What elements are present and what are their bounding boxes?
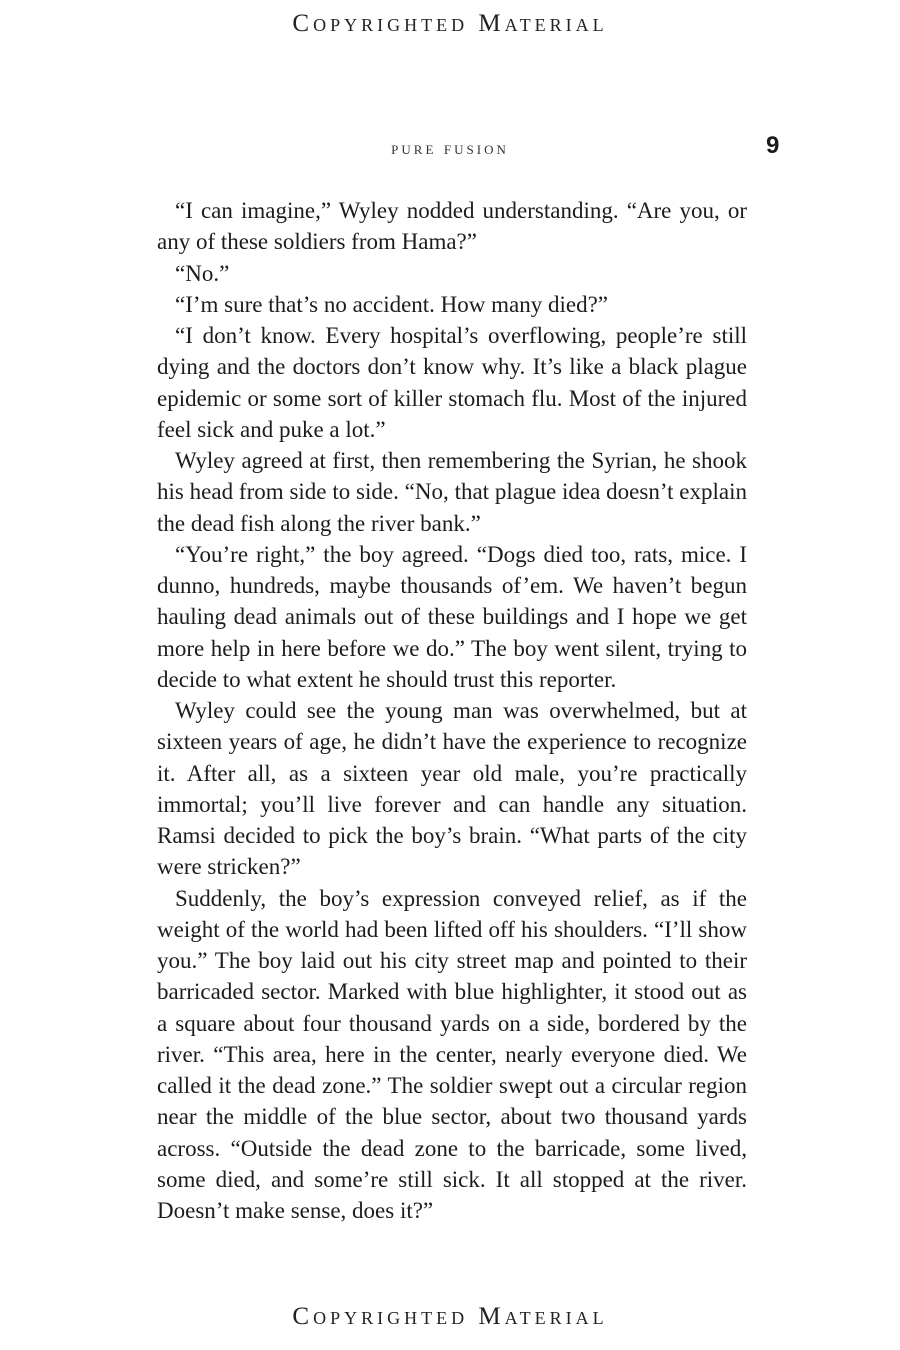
body-text	[157, 195, 747, 1226]
paragraph: “You’re right,” the boy agreed. “Dogs died too, rats, mice. I dunno, hundreds, maybe thousands of’em. We haven’t begun hauling dead animals out of these buildings and I hope we get more help in here before we do.” The boy went silent, trying to decide to what extent he should trust this reporter.	[157, 541, 747, 692]
paragraph: “No.”	[175, 260, 230, 286]
running-head: pure fusion	[391, 138, 509, 158]
page-number: 9	[766, 132, 780, 159]
paragraph: Suddenly, the boy’s expression conveyed relief, as if the weight of the world had been lifted off his shoulders. “I’ll show you.” The boy laid out his city street map and pointed to their barricaded sector. Marked with blue highlighter, it stood out as a square about four thousand yards on a side, bordered by the river. “This area, here in the center, nearly everyone died. We called it the dead zone.” The soldier swept out a circular region near the middle of the blue sector, about two thousand yards across. “Outside the dead zone to the barricade, some lived, some died, and some’re still sick. It all stopped at the river. Doesn’t make sense, does it?”	[157, 885, 747, 1223]
paragraph: “I’m sure that’s no accident. How many died?”	[175, 291, 609, 317]
paragraph: “I don’t know. Every hospital’s overflowing, people’re still dying and the doctors don’t know why. It’s like a black plague epidemic or some sort of killer stomach flu. Most of the injured feel sick and puke a lot.”	[157, 323, 747, 442]
paragraph: “I can imagine,” Wyley nodded understanding. “Are you, or any of these soldiers from Hama?”	[157, 198, 747, 255]
paragraph: Wyley agreed at first, then remembering the Syrian, he shook his head from side to side. “No, that plague idea doesn’t explain the dead fish along the river bank.”	[157, 448, 747, 536]
paragraph: Wyley could see the young man was overwhelmed, but at sixteen years of age, he didn’t have the experience to recognize it. After all, as a sixteen year old male, you’re practically immortal; you’ll live forever and can handle any situation. Ramsi decided to pick the boy’s brain. “What parts of the city were stricken?”	[157, 698, 747, 880]
copyright-banner-top: Copyrighted Material	[292, 10, 608, 37]
copyright-banner-bottom: Copyrighted Material	[292, 1303, 608, 1330]
